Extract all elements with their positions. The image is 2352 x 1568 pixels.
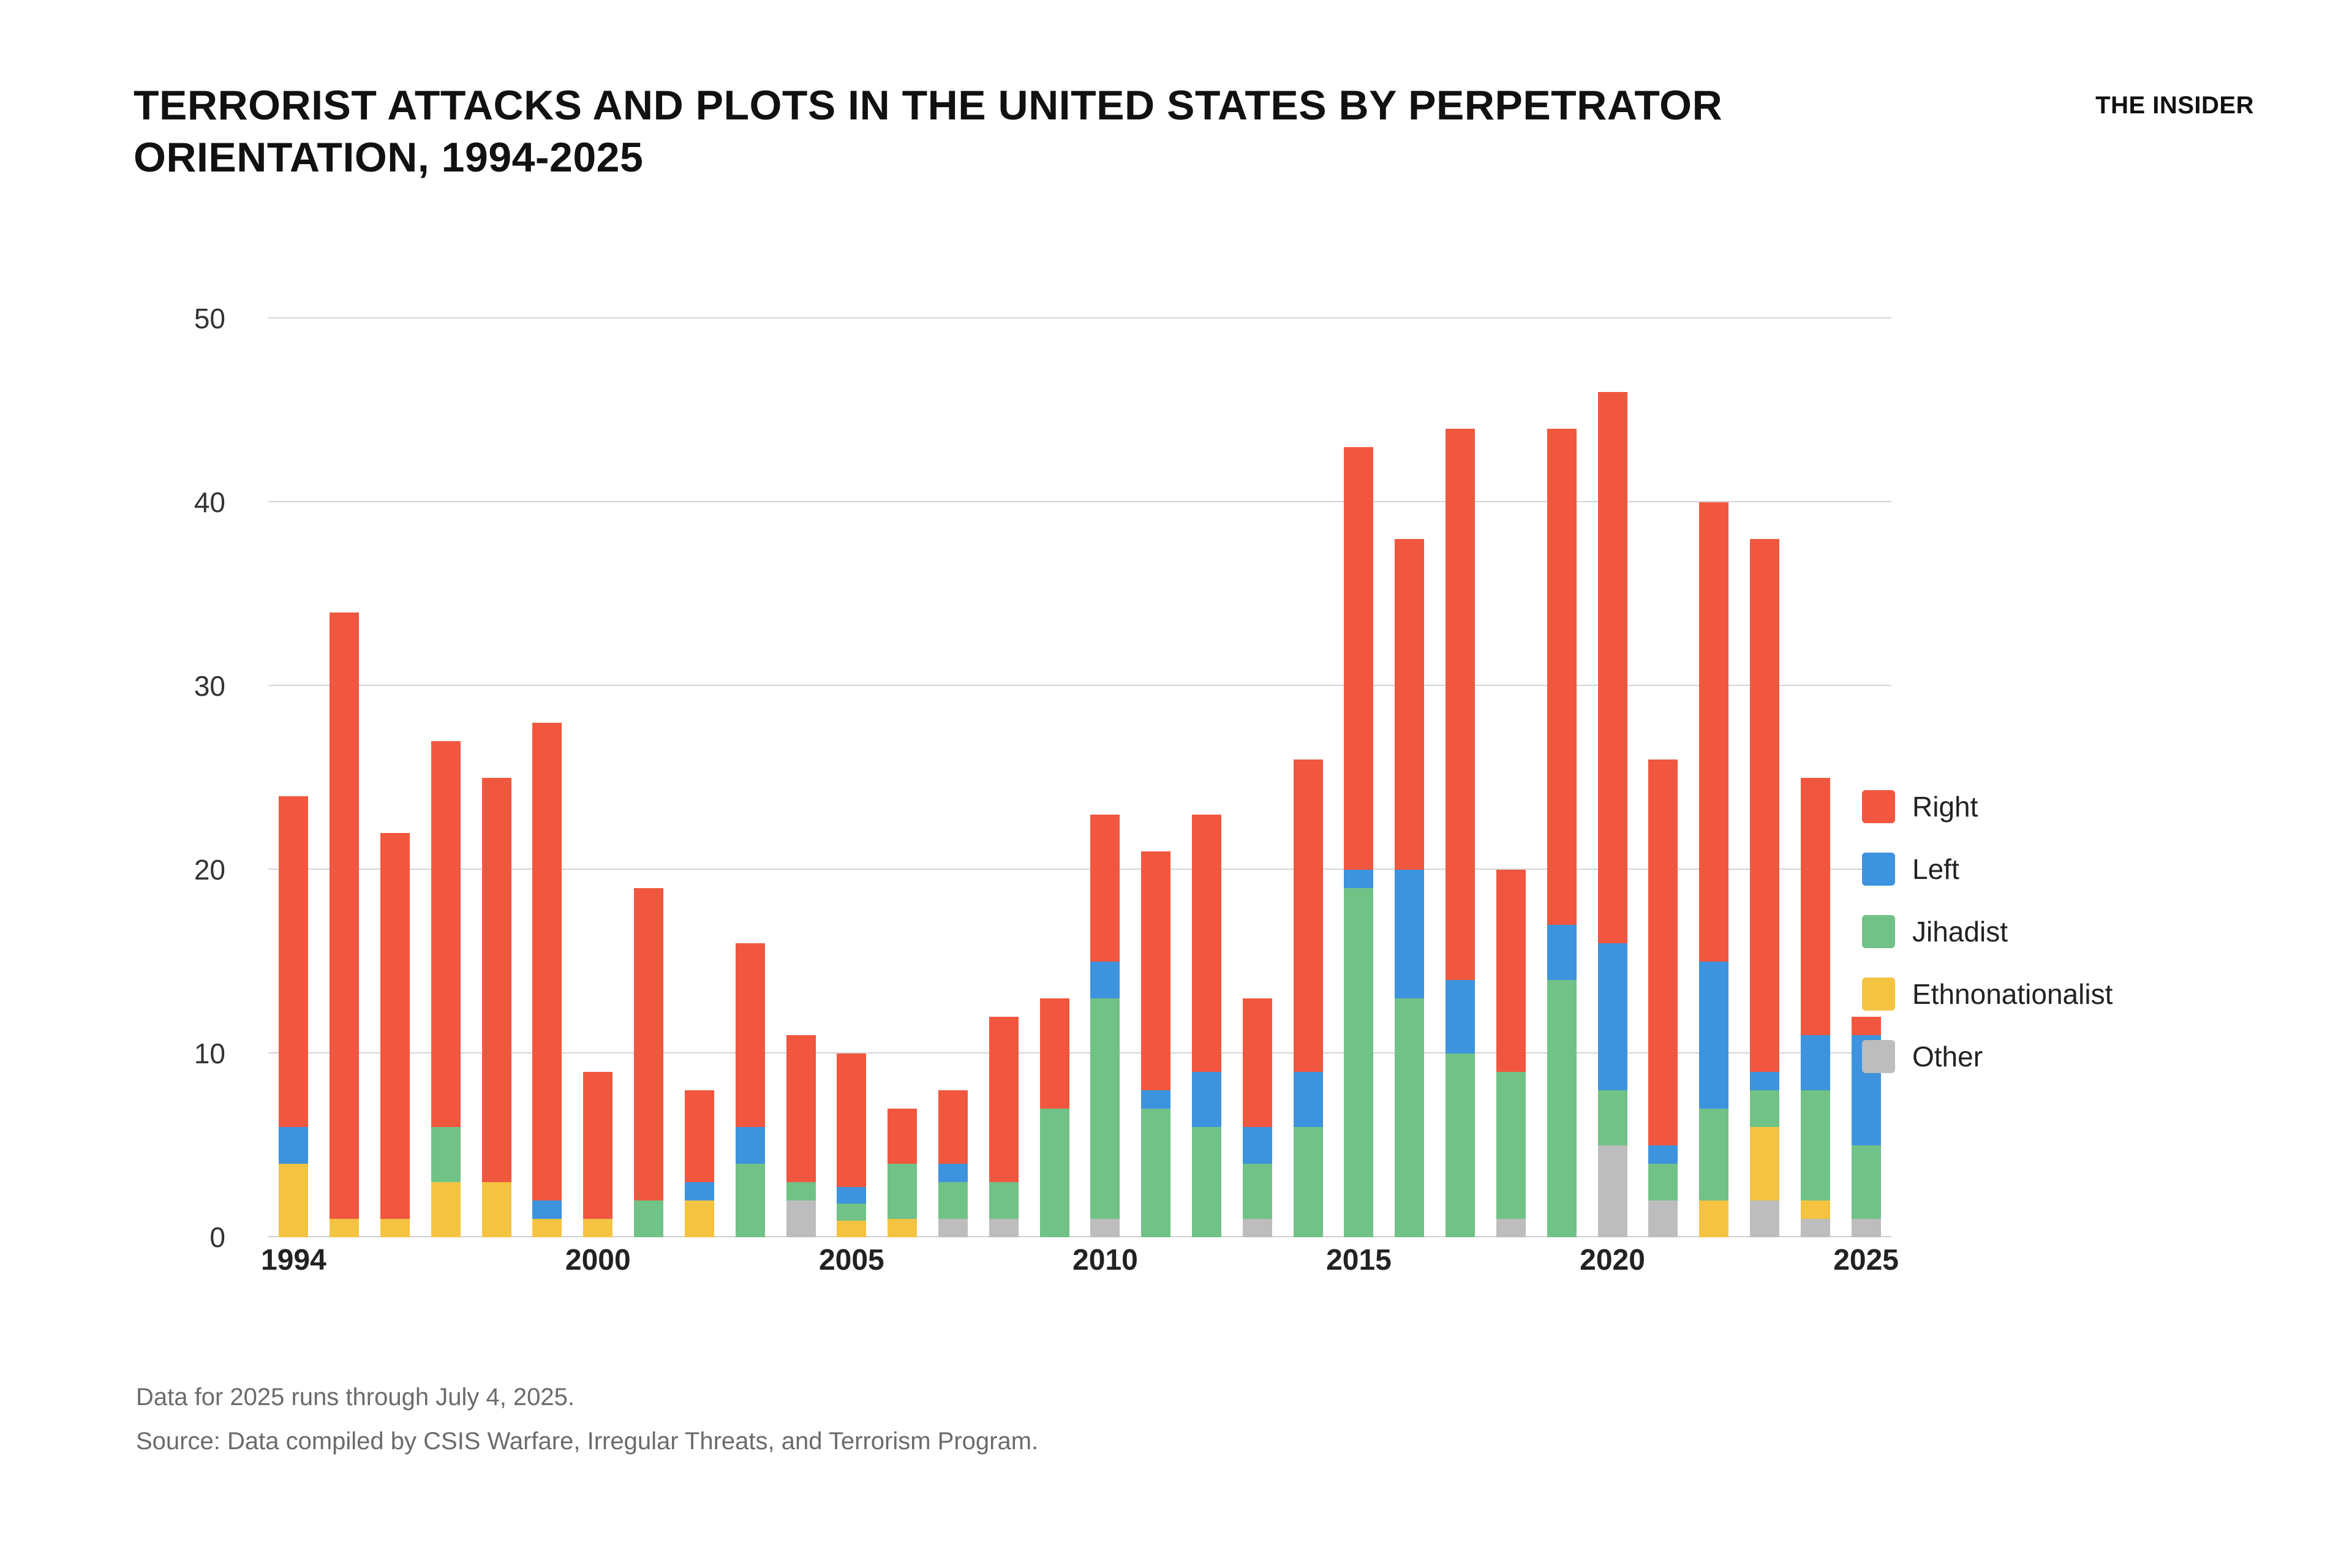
bar-segment-jihadist [938,1182,968,1219]
legend-swatch-icon [1862,790,1895,823]
bar-2000[interactable] [583,1072,612,1237]
bar-2003[interactable] [736,943,765,1237]
bar-1997[interactable] [431,741,461,1237]
bar-segment-other [1852,1219,1881,1237]
bar-2015[interactable] [1344,447,1373,1237]
bar-segment-jihadist [786,1182,816,1200]
legend-label: Right [1912,791,1978,823]
x-axis-tick-label-2010: 2010 [1072,1244,1138,1276]
bar-segment-jihadist [1294,1127,1323,1237]
bar-segment-right [380,833,410,1219]
bar-segment-right [1090,815,1120,962]
bar-segment-jihadist [431,1127,461,1182]
bar-segment-right [1395,539,1424,870]
bar-segment-other [1801,1219,1830,1237]
bar-segment-left [1192,1072,1221,1127]
bar-segment-right [634,888,663,1200]
bar-segment-ethnonationalist [532,1219,562,1237]
bar-2010[interactable] [1090,815,1120,1237]
legend-item-jihadist[interactable] [1862,915,2113,948]
legend-swatch-icon [1862,915,1895,948]
bar-series-group [268,318,1891,1237]
bar-segment-left [837,1187,866,1204]
bar-segment-right [685,1090,714,1182]
bar-segment-left [1395,870,1424,998]
legend-label: Other [1912,1041,1983,1072]
bar-segment-jihadist [1699,1109,1728,1200]
x-axis-labels [261,1243,1899,1292]
bar-2017[interactable] [1446,429,1475,1237]
bar-segment-left [938,1164,968,1182]
legend [1862,790,2113,1102]
legend-item-ethnonationalist[interactable] [1862,978,2113,1011]
y-axis-tick-label: 10 [194,1038,225,1069]
bar-segment-left [1446,980,1475,1054]
bar-segment-other [1750,1200,1779,1237]
bar-segment-right [938,1090,968,1164]
bar-segment-ethnonationalist [888,1219,917,1237]
bar-segment-ethnonationalist [1801,1200,1830,1219]
page-title: TERRORIST ATTACKS AND PLOTS IN THE UNITED STATES BY PERPETRATOR ORIENTATION, 1994-2025 [134,82,1723,181]
bar-segment-right [1344,447,1373,870]
bar-segment-right [989,1017,1019,1182]
bar-segment-other [1648,1200,1678,1237]
x-axis-tick-label-2020: 2020 [1580,1244,1645,1276]
bar-segment-right [837,1054,866,1187]
bar-1995[interactable] [330,612,359,1237]
bar-segment-ethnonationalist [330,1219,359,1237]
bar-2019[interactable] [1547,429,1577,1237]
legend-item-left[interactable] [1862,853,2113,886]
legend-label: Ethnonationalist [1912,978,2113,1010]
bar-segment-jihadist [888,1164,917,1219]
bar-segment-left [1547,925,1577,980]
bar-segment-jihadist [1547,980,1577,1237]
bar-segment-other [938,1219,968,1237]
bar-segment-jihadist [1090,998,1120,1219]
bar-segment-right [1192,815,1221,1072]
bar-segment-right [786,1035,816,1182]
bar-segment-other [989,1219,1019,1237]
bar-2020[interactable] [1598,392,1627,1237]
bar-segment-left [685,1182,714,1200]
bar-segment-ethnonationalist [837,1221,866,1237]
bar-segment-left [1294,1072,1323,1127]
bar-segment-jihadist [634,1200,663,1237]
bar-segment-right [736,943,765,1127]
legend-label: Left [1912,853,1959,885]
bar-segment-ethnonationalist [583,1219,612,1237]
bar-2011[interactable] [1141,851,1170,1237]
bar-segment-right [1243,998,1272,1127]
bar-segment-right [1547,429,1577,925]
plot-area [268,318,1891,1237]
bar-segment-right [1648,760,1678,1145]
y-axis-tick-label: 0 [209,1221,225,1253]
x-axis-tick-label-2015: 2015 [1326,1244,1392,1276]
bar-2008[interactable] [989,1017,1019,1237]
legend-item-right[interactable] [1862,790,2113,823]
bar-segment-right [1598,392,1627,943]
y-axis-tick-label: 30 [194,670,225,702]
bar-segment-jihadist [1598,1090,1627,1145]
bar-segment-other [1243,1219,1272,1237]
bar-segment-jihadist [1648,1164,1678,1200]
legend-swatch-icon [1862,1040,1895,1073]
bar-2014[interactable] [1294,760,1323,1237]
bar-segment-right [888,1109,917,1164]
bar-segment-left [1648,1145,1678,1164]
x-axis-tick-label-1994: 1994 [261,1244,326,1276]
legend-swatch-icon [1862,978,1895,1011]
bar-2006[interactable] [888,1109,917,1237]
bar-segment-right [1750,539,1779,1072]
legend-swatch-icon [1862,853,1895,886]
y-axis-tick-label: 50 [194,303,225,334]
bar-1994[interactable] [279,796,308,1237]
bar-2005[interactable] [837,1054,866,1237]
bar-segment-ethnonationalist [1699,1200,1728,1237]
bar-segment-other [1598,1145,1627,1237]
bar-segment-left [1141,1090,1170,1109]
bar-2009[interactable] [1040,998,1069,1237]
footer [136,1378,1973,1466]
bar-segment-left [1598,943,1627,1090]
y-axis-tick-label: 20 [194,854,225,886]
bar-1999[interactable] [532,723,562,1237]
bar-segment-ethnonationalist [482,1182,511,1237]
bar-segment-right [482,778,511,1182]
bar-segment-right [1294,760,1323,1072]
bar-segment-ethnonationalist [279,1164,308,1237]
bar-segment-left [532,1200,562,1219]
bar-segment-jihadist [1496,1072,1526,1219]
bar-segment-left [1344,870,1373,888]
bar-2001[interactable] [634,888,663,1237]
bar-segment-jihadist [1243,1164,1272,1219]
bar-segment-jihadist [837,1204,866,1220]
bar-segment-right [330,612,359,1219]
bar-segment-jihadist [1801,1090,1830,1200]
bar-segment-jihadist [1344,888,1373,1237]
bar-segment-left [1801,1035,1830,1090]
x-axis-tick-label-2000: 2000 [565,1244,631,1276]
bar-segment-other [1496,1219,1526,1237]
header [134,80,2216,184]
x-axis-tick-label-2005: 2005 [818,1244,884,1276]
bar-1998[interactable] [482,778,511,1237]
bar-segment-ethnonationalist [1750,1127,1779,1200]
bar-segment-right [532,723,562,1200]
bar-segment-left [1243,1127,1272,1164]
chart-container [134,288,2032,1276]
bar-segment-right [279,796,308,1127]
bar-segment-right [431,741,461,1127]
bar-segment-right [1496,870,1526,1072]
y-axis-labels [134,303,250,1253]
bar-segment-ethnonationalist [685,1200,714,1237]
bar-segment-jihadist [1395,998,1424,1237]
bar-2016[interactable] [1395,539,1424,1237]
bar-segment-jihadist [736,1164,765,1237]
legend-item-other[interactable] [1862,1040,2113,1073]
bar-2024[interactable] [1801,778,1830,1237]
x-axis-tick-label-2025: 2025 [1833,1244,1899,1276]
bar-segment-jihadist [1192,1127,1221,1237]
footnote-source: Source: Data compiled by CSIS Warfare, Irregular Threats, and Terrorism Program. [136,1428,1039,1455]
bar-segment-ethnonationalist [380,1219,410,1237]
bar-segment-right [1141,851,1170,1090]
bar-2013[interactable] [1243,998,1272,1237]
bar-2007[interactable] [938,1090,968,1237]
bar-2004[interactable] [786,1035,816,1237]
bar-2021[interactable] [1648,760,1678,1237]
bar-segment-left [1090,962,1120,998]
bar-segment-jihadist [1141,1109,1170,1237]
bar-segment-other [786,1200,816,1237]
bar-segment-other [1090,1219,1120,1237]
bar-segment-left [279,1127,308,1164]
bar-segment-left [736,1127,765,1164]
bar-2023[interactable] [1750,539,1779,1237]
bar-segment-jihadist [1750,1090,1779,1127]
bar-segment-jihadist [989,1182,1019,1219]
bar-segment-right [1699,502,1728,962]
bar-2022[interactable] [1699,502,1728,1237]
bar-1996[interactable] [380,833,410,1237]
bar-segment-right [1801,778,1830,1035]
bar-2012[interactable] [1192,815,1221,1237]
bar-2018[interactable] [1496,870,1526,1237]
bar-segment-jihadist [1852,1145,1881,1219]
legend-label: Jihadist [1912,916,2008,948]
bar-segment-ethnonationalist [431,1182,461,1237]
bar-segment-right [583,1072,612,1219]
bar-segment-right [1040,998,1069,1109]
bar-2002[interactable] [685,1090,714,1237]
y-axis-tick-label: 40 [194,486,225,518]
brand-logo: THE INSIDER [2095,92,2254,119]
bar-segment-left [1699,962,1728,1109]
bar-segment-right [1446,429,1475,980]
bar-segment-jihadist [1040,1109,1069,1237]
footnote-data-range: Data for 2025 runs through July 4, 2025. [136,1384,575,1411]
bar-segment-jihadist [1446,1054,1475,1237]
bar-segment-left [1750,1072,1779,1090]
